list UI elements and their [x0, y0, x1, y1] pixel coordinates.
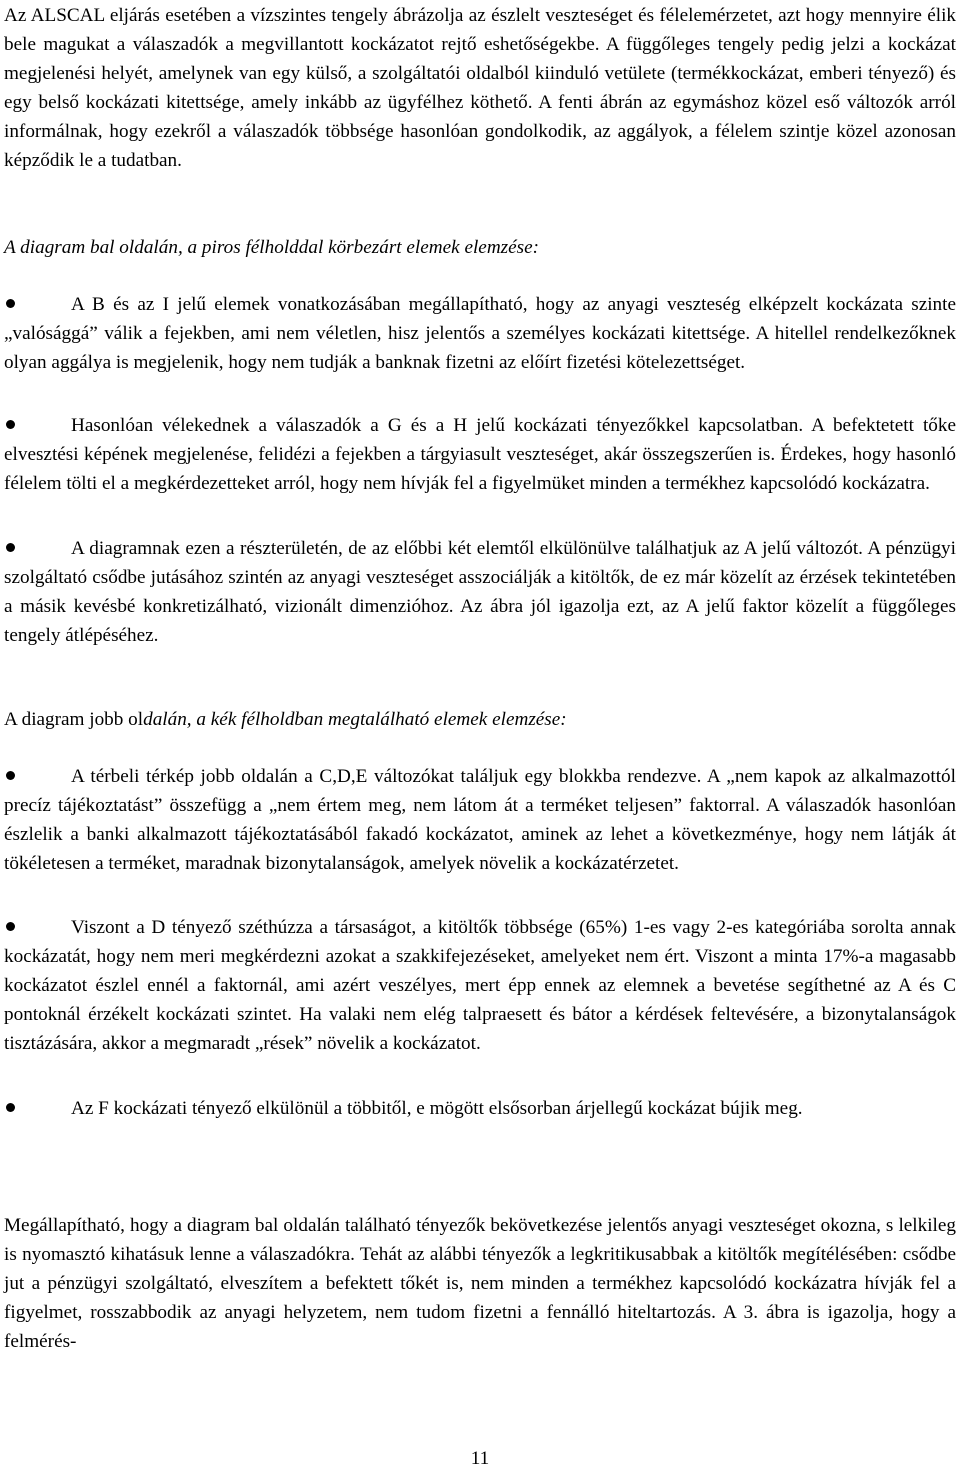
left-bullet-1	[4, 291, 956, 378]
page-number: 11	[470, 1448, 490, 1469]
right-bullet-3-text: Az F kockázati tényező elkülönül a többitől, e mögött elsősorban árjellegű kockázat bújik meg.	[71, 1098, 803, 1119]
right-bullet-1-text: A térbeli térkép jobb oldalán a C,D,E változókat találjuk egy blokkba rendezve. A „nem kapok az alkalmazottól precíz tájékoztatást” összefügg a „nem értem meg, nem látom át a terméket teljesen” faktorral. A válaszadók hasonlóan észlelik a banki alkalmazott tájékoztatásából fakadó kockázatot, aminek az lehet a következménye, hogy nem látják át tökéletesen a terméket, maradnak bizonytalanságok, amelyek növelik a kockázatérzetet.	[4, 766, 956, 874]
right-section-heading-plain: A diagram jobb ol	[4, 709, 144, 730]
right-bullet-3	[4, 1095, 956, 1124]
bullet-icon	[6, 771, 15, 780]
bullet-icon	[6, 299, 15, 308]
right-bullet-1	[4, 763, 956, 879]
bullet-icon	[6, 543, 15, 552]
bullet-icon	[6, 922, 15, 931]
bullet-icon	[6, 420, 15, 429]
left-bullet-3-text: A diagramnak ezen a részterületén, de az előbbi két elemtől elkülönülve találhatjuk az A jelű változót. A pénzügyi szolgáltató csődbe jutásához szintén az anyagi veszteséget asszociálják a kitöltők, de ez már közelít az érzések tekintetében a másik kevésbé konkretizálható, vizionált dimenzióhoz. Az ábra jól igazolja ezt, az A jelű faktor közelít a függőleges tengely átlépéséhez.	[4, 538, 956, 646]
left-bullet-2	[4, 412, 956, 499]
bullet-icon	[6, 1103, 15, 1112]
conclusion-paragraph: Megállapítható, hogy a diagram bal oldalán található tényezők bekövetkezése jelentős anyagi veszteséget okozna, s lelkileg is nyomasztó kihatásuk lenne a válaszadókra. Tehát az alábbi tényezők a legkritikusabbak a kitöltők megítélésében: csődbe jut a pénzügyi szolgáltató, elveszítem a befektett tőkét is, nem minden a termékhez kapcsolódó kockázatra hívják fel a figyelmet, rosszabbodik az anyagi helyzetem, nem tudom fizetni a fennálló hiteltartozás. A 3. ábra is igazolja, hogy a felmérés-	[4, 1215, 956, 1352]
left-section-heading: A diagram bal oldalán, a piros félholddal körbezárt elemek elemzése:	[4, 237, 540, 258]
right-section-heading-italic: dalán, a kék félholdban megtalálható elemek elemzése:	[143, 709, 567, 730]
right-section-heading	[4, 706, 956, 735]
left-bullet-3	[4, 535, 956, 651]
left-bullet-1-text: A B és az I jelű elemek vonatkozásában megállapítható, hogy az anyagi veszteség elképzelt kockázata szinte „valósággá” válik a fejekben, ami nem véletlen, hisz jelentős a személyes kockázati kitettsége. A hitellel rendelkezőknek olyan aggálya is megjelenik, hogy nem tudják a banknak fizetni az előírt fizetési kötelezettséget.	[4, 294, 956, 373]
right-bullet-2	[4, 914, 956, 1059]
right-bullet-2-text: Viszont a D tényező széthúzza a társaságot, a kitöltők többsége (65%) 1-es vagy 2-es kategóriába sorolta annak kockázatát, hogy nem meri megkérdezni azokat a szakkifejezéseket, amelyeket nem ért. Viszont a minta 17%-a magasabb kockázatot észlel ennél a faktornál, ami azért veszélyes, mert épp ennek az elemnek a bevetése segíthetné az A és C pontoknál érzékelt kockázati szintet. Ha valaki nem elég talpraesett és bátor a kérdések feltevésére, a bizonytalanságok tisztázására, akkor a megmaradt „rések” növelik a kockázatot.	[4, 917, 956, 1054]
intro-paragraph: Az ALSCAL eljárás esetében a vízszintes tengely ábrázolja az észlelt veszteséget és félelemérzetet, azt hogy mennyire élik bele magukat a válaszadók a megvillantott kockázatot rejtő eshetőségekbe. A függőleges tengely pedig jelzi a kockázat megjelenési helyét, amelynek van egy külső, a szolgáltatói oldalból kiinduló vetülete (termékkockázat, emberi tényező) és egy belső kockázati kitettsége, amely inkább az ügyfélhez köthető. A fenti ábrán az egymáshoz közel eső változók arról informálnak, hogy ezekről a válaszadók többsége hasonlóan gondolkodik, az aggályok, a félelem szintje közel azonosan képződik le a tudatban.	[4, 5, 956, 171]
left-bullet-2-text: Hasonlóan vélekednek a válaszadók a G és a H jelű kockázati tényezőkkel kapcsolatban. A befektetett tőke elvesztési képének megjelenése, felidézi a fejekben a tárgyiasult veszteséget, akár összegszerűen is. Érdekes, hogy hasonló félelem tölti el a megkérdezetteket arról, hogy nem hívják fel a figyelmüket minden a termékhez kapcsolódó kockázatra.	[4, 415, 956, 494]
